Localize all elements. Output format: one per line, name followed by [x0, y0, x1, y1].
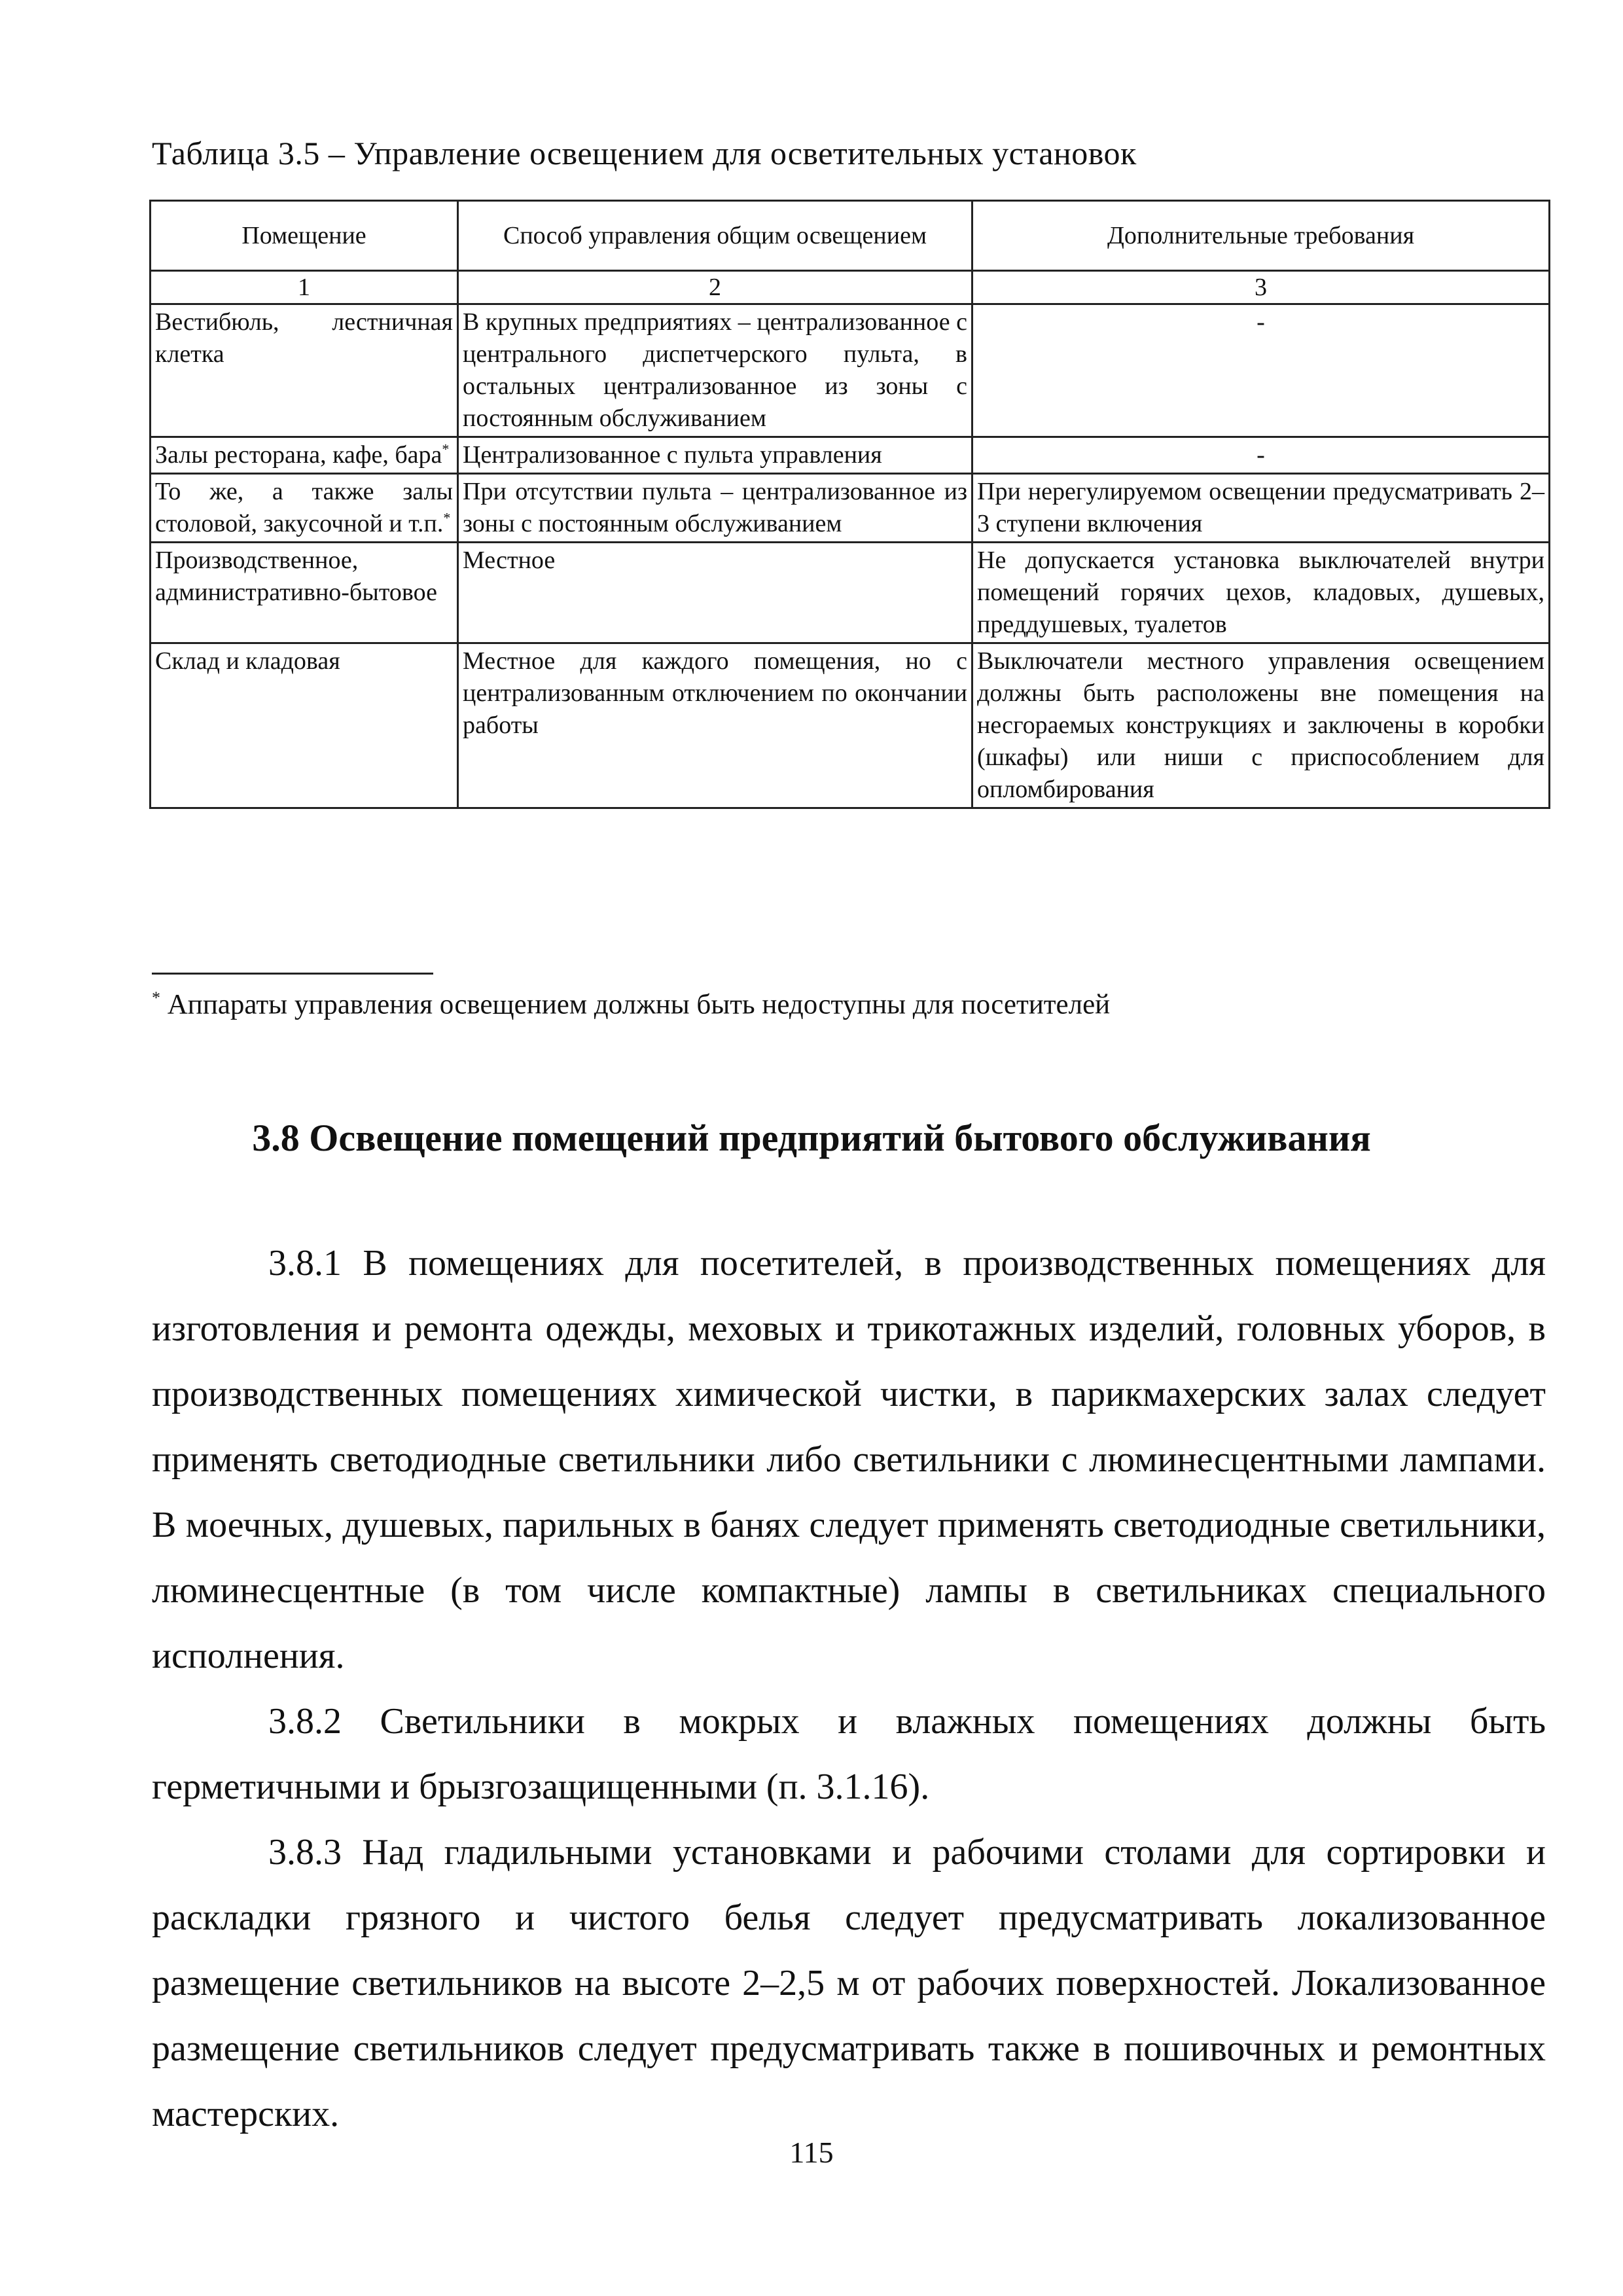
- cell-method: В крупных предприятиях – централизованное с центрального диспетчерского пульта, в остальных централизованное из зоны с постоянным обслуживанием: [458, 304, 972, 437]
- table-row: [151, 437, 1550, 474]
- lighting-control-table: [149, 200, 1550, 809]
- cell-room: [151, 474, 458, 543]
- header-room: Помещение: [151, 201, 458, 271]
- footnote-divider: [152, 973, 433, 975]
- cell-extra: При нерегулируемом освещении предусматривать 2–3 ступени включения: [972, 474, 1550, 543]
- paragraph-3-8-2: 3.8.2 Светильники в мокрых и влажных помещениях должны быть герметичными и брызгозащищенными (п. 3.1.16).: [152, 1701, 1546, 1807]
- cell-method: Местное для каждого помещения, но с централизованным отключением по окончании работы: [458, 643, 972, 808]
- table-row: [151, 643, 1550, 808]
- table-row: [151, 474, 1550, 543]
- footnote-mark: *: [152, 988, 160, 1007]
- section-body: [152, 1230, 1546, 2147]
- section-heading: 3.8 Освещение помещений предприятий бытового обслуживания: [252, 1117, 1371, 1159]
- footnote: [152, 988, 1110, 1020]
- header-extra-requirements: Дополнительные требования: [972, 201, 1550, 271]
- column-number-row: [151, 271, 1550, 304]
- footnote-mark: *: [443, 509, 451, 526]
- cell-room: [151, 304, 458, 437]
- table-row: [151, 543, 1550, 643]
- cell-extra: Выключатели местного управления освещением должны быть расположены вне помещения на несгораемых конструкциях и заключены в коробки (шкафы) или ниши с приспособлением для опломбирования: [972, 643, 1550, 808]
- header-control-method: Способ управления общим освещением: [458, 201, 972, 271]
- room-text: Производственное, административно-бытовое: [155, 547, 437, 606]
- footnote-text: Аппараты управления освещением должны быть недоступны для посетителей: [167, 989, 1111, 1020]
- room-text: Залы ресторана, кафе, бара: [155, 441, 442, 469]
- cell-room: [151, 643, 458, 808]
- cell-room: [151, 543, 458, 643]
- cell-extra: -: [972, 437, 1550, 474]
- room-text: То же, а также залы столовой, закусочной и т.п.: [155, 478, 453, 537]
- cell-method: Централизованное с пульта управления: [458, 437, 972, 474]
- table-caption: Таблица 3.5 – Управление освещением для осветительных установок: [152, 135, 1137, 171]
- column-number: 2: [458, 271, 972, 304]
- room-text: Вестибюль, лестничная клетка: [155, 308, 453, 368]
- cell-method: При отсутствии пульта – централизованное из зоны с постоянным обслуживанием: [458, 474, 972, 543]
- cell-method: Местное: [458, 543, 972, 643]
- cell-extra: -: [972, 304, 1550, 437]
- cell-room: [151, 437, 458, 474]
- room-text: Склад и кладовая: [155, 647, 340, 675]
- paragraph-3-8-1: 3.8.1 В помещениях для посетителей, в производственных помещениях для изготовления и ремонта одежды, меховых и трикотажных изделий, головных уборов, в производственных помещениях химической чистки, в парикмахерских залах следует применять светодиодные светильники либо светильники с люминесцентными лампами. В моечных, душевых, парильных в банях следует применять светодиодные светильники, люминесцентные (в том числе компактные) лампы в светильниках специального исполнения.: [152, 1243, 1546, 1676]
- footnote-mark: *: [442, 440, 450, 457]
- table-row: [151, 304, 1550, 437]
- column-number: 1: [151, 271, 458, 304]
- page-number: 115: [789, 2136, 834, 2169]
- column-number: 3: [972, 271, 1550, 304]
- cell-extra: Не допускается установка выключателей внутри помещений горячих цехов, кладовых, душевых, преддушевых, туалетов: [972, 543, 1550, 643]
- paragraph-3-8-3: 3.8.3 Над гладильными установками и рабочими столами для сортировки и раскладки грязного и чистого белья следует предусматривать локализованное размещение светильников на высоте 2–2,5 м от рабочих поверхностей. Локализованное размещение светильников следует предусматривать также в пошивочных и ремонтных мастерских.: [152, 1832, 1546, 2134]
- table-header-row: [151, 201, 1550, 271]
